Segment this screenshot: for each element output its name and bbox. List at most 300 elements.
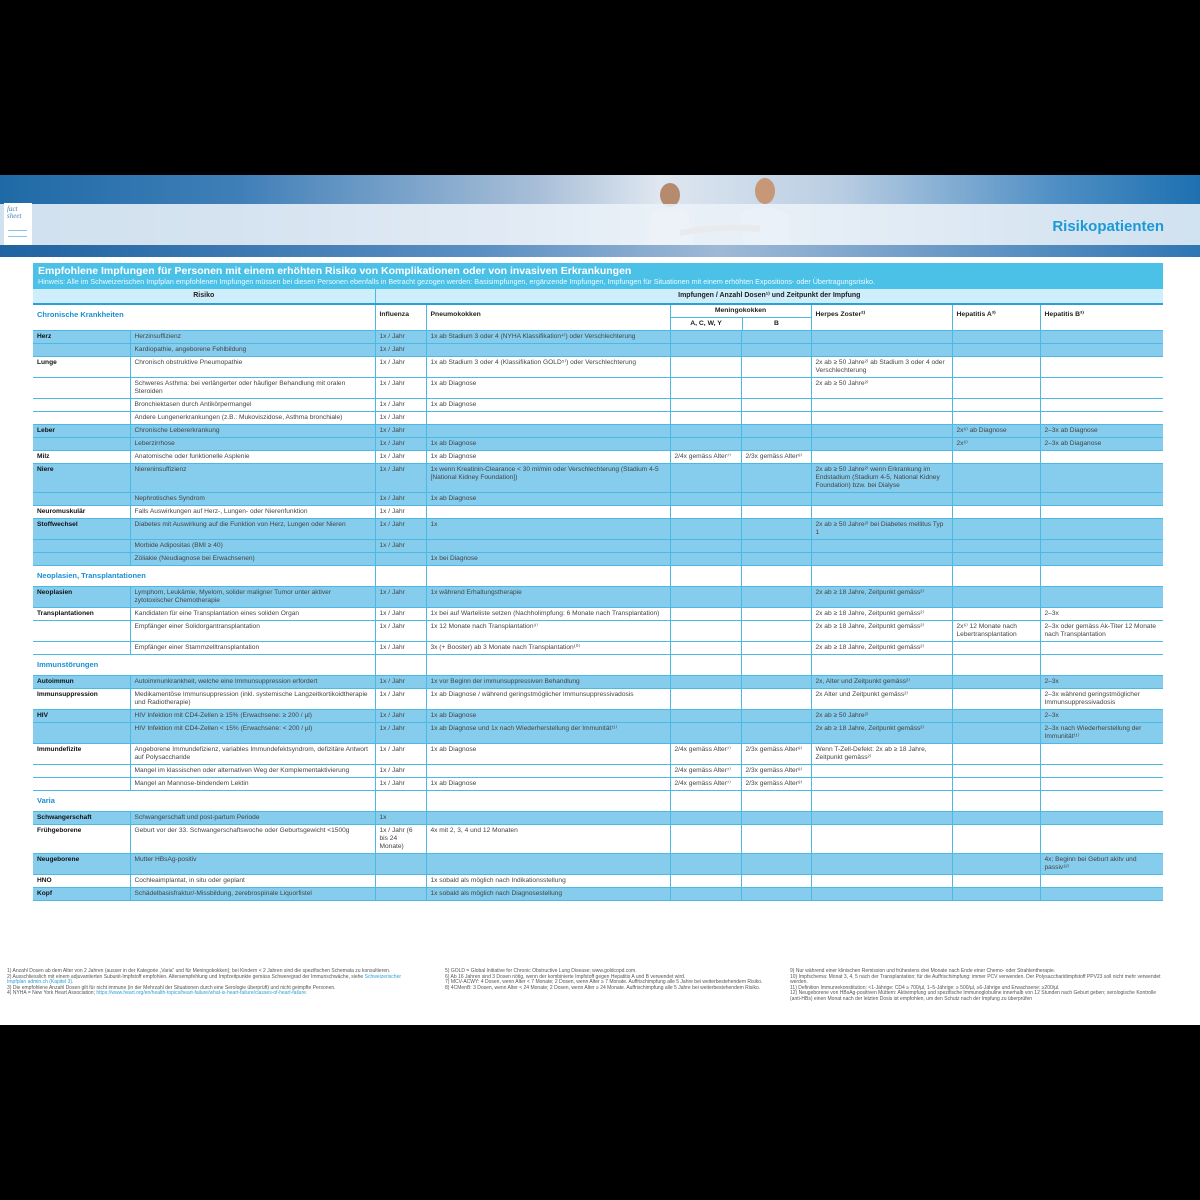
herpes-zoster-cell: 2x ab ≥ 18 Jahre, Zeitpunkt gemäss²⁾: [811, 642, 952, 655]
table-row: [33, 689, 1163, 710]
pneumokokken-cell: [426, 854, 670, 875]
influenza-cell: [375, 875, 426, 888]
risk-group: Herz: [33, 331, 130, 344]
pneumokokken-cell: 3x (+ Booster) ab 3 Monate nach Transplantation¹⁰⁾: [426, 642, 670, 655]
men-acwy-cell: [670, 710, 741, 723]
men-b-cell: [741, 331, 811, 344]
hepatitis-a-cell: [952, 553, 1040, 566]
hepatitis-a-cell: [952, 399, 1040, 412]
men-acwy-cell: [670, 331, 741, 344]
hepatitis-a-cell: [952, 642, 1040, 655]
men-b-cell: [741, 464, 811, 493]
influenza-cell: 1x / Jahr: [375, 676, 426, 689]
men-acwy-cell: [670, 357, 741, 378]
influenza-cell: 1x / Jahr: [375, 519, 426, 540]
herpes-zoster-cell: 2x ab ≥ 50 Jahre²⁾ wenn Erkrankung im Endstadium (Stadium 4-5, National Kidney Foundation) bzw. bei Dialyse: [811, 464, 952, 493]
empty-cell: [741, 655, 811, 676]
risk-condition: HIV Infektion mit CD4-Zellen < 15% (Erwachsene: < 200 / µl): [130, 723, 375, 744]
pneumokokken-cell: 4x mit 2, 3, 4 und 12 Monaten: [426, 825, 670, 854]
men-b-cell: [741, 438, 811, 451]
men-b-cell: 2/3x gemäss Alter⁸⁾: [741, 451, 811, 464]
hepatitis-b-cell: [1040, 540, 1163, 553]
risk-condition: Medikamentöse Immunsuppression (inkl. systemische Langzeitkortikoidtherapie und Radiotherapie): [130, 689, 375, 710]
herpes-zoster-cell: [811, 888, 952, 901]
hepatitis-a-cell: [952, 875, 1040, 888]
hepatitis-a-cell: 2x⁶⁾ ab Diagnose: [952, 425, 1040, 438]
footnotes-col-1: 1) Anzahl Dosen ab dem Alter von 2 Jahren (ausser in der Kategorie „Varia“ und für Meningokokken); bei Kindern < 2 Jahren sind die spezifischen Schemata zu konsultieren. 2) Ausschliesslich mit einem adjuvantierten Subunit-Impfstoff empfohlen. Altersempfehlung und Impfzeitpunkte gemäss Schweregrad der Immunschwäche, siehe Schweizerischer Impfplan admin.ch (Kapitel 3). 3) Die empfohlene Anzahl Dosen gilt für nicht immune (in der Mehrzahl der Situationen durch eine Serologie überprüft) und nicht geimpfte Personen. 4) NYHA = New York Heart Association; https://www.heart.org/en/health-topics/heart-failure/what-is-heart-failure/classes-of-heart-failure.: [7, 968, 402, 997]
fact-sheet-tab-icon: fact sheet: [4, 203, 32, 245]
men-acwy-cell: [670, 399, 741, 412]
pneumokokken-cell: 1x bei Diagnose: [426, 553, 670, 566]
table-row: [33, 587, 1163, 608]
pneumokokken-cell: 1x ab Diagnose: [426, 378, 670, 399]
hepatitis-a-cell: [952, 812, 1040, 825]
pneumokokken-cell: 1x ab Diagnose: [426, 710, 670, 723]
men-acwy-cell: 2/4x gemäss Alter⁷⁾: [670, 778, 741, 791]
hepatitis-b-cell: [1040, 778, 1163, 791]
herpes-zoster-cell: 2x ab ≥ 18 Jahre, Zeitpunkt gemäss²⁾: [811, 723, 952, 744]
men-acwy-cell: [670, 464, 741, 493]
herpes-zoster-cell: [811, 344, 952, 357]
hepatitis-b-cell: [1040, 553, 1163, 566]
vaccination-table: [33, 289, 1163, 901]
empty-cell: [741, 566, 811, 587]
table-row: [33, 357, 1163, 378]
men-acwy-cell: [670, 378, 741, 399]
section-title: Immunstörungen: [33, 655, 375, 676]
hepatitis-a-cell: [952, 689, 1040, 710]
banner-band: [0, 204, 1200, 245]
empty-cell: [952, 655, 1040, 676]
men-b-cell: [741, 493, 811, 506]
pneumokokken-cell: 1x ab Diagnose und 1x nach Wiederherstellung der Immunität¹¹⁾: [426, 723, 670, 744]
table-row: [33, 710, 1163, 723]
influenza-cell: 1x / Jahr: [375, 723, 426, 744]
empty-cell: [426, 791, 670, 812]
risk-condition: Mangel im klassischen oder alternativen Weg der Komplementaktivierung: [130, 765, 375, 778]
hepatitis-b-cell: [1040, 378, 1163, 399]
pneumokokken-cell: [426, 812, 670, 825]
men-b-cell: [741, 854, 811, 875]
hepatitis-b-cell: 2–3x ab Diagnose: [1040, 425, 1163, 438]
influenza-cell: 1x / Jahr: [375, 378, 426, 399]
table-row: [33, 451, 1163, 464]
influenza-cell: 1x / Jahr: [375, 778, 426, 791]
pneumokokken-cell: 1x vor Beginn der immunsuppressiven Behandlung: [426, 676, 670, 689]
influenza-cell: 1x / Jahr: [375, 412, 426, 425]
table-note: Hinweis: Alle im Schweizerischen Impfplan empfohlenen Impfungen müssen bei diesen Personen ebenfalls in Betracht gezogen werden: Basisimpfungen, ergänzende Impfungen, Impfungen für Situationen mit einem erhöhten Expositions- oder Übertragungsrisiko.: [38, 277, 876, 286]
pneumokokken-cell: 1x ab Diagnose: [426, 778, 670, 791]
influenza-cell: 1x / Jahr: [375, 451, 426, 464]
risk-group: [33, 778, 130, 791]
men-b-cell: [741, 553, 811, 566]
section-title: Neoplasien, Transplantationen: [33, 566, 375, 587]
hepatitis-b-cell: 2–3x nach Wiederherstellung der Immunität¹¹⁾: [1040, 723, 1163, 744]
herpes-zoster-cell: [811, 506, 952, 519]
men-b-cell: [741, 540, 811, 553]
risk-condition: Angeborene Immundefizienz, variables Immundefektsyndrom, defizitäre Antwort auf Polysaccharide: [130, 744, 375, 765]
influenza-cell: 1x / Jahr: [375, 689, 426, 710]
men-acwy-cell: [670, 506, 741, 519]
risk-condition: Mutter HBsAg-positiv: [130, 854, 375, 875]
risk-group: Kopf: [33, 888, 130, 901]
footnotes-col-3: 9) Nur während einer klinischen Remission und frühestens drei Monate nach Ende einer Chemo- oder Strahlentherapie. 10) Impfschema: Monat 3, 4, 5 nach der Transplantation; für die Auffrischimpfung: immer PCV verwenden. Der Polysaccharidimpfstoff PPV23 soll nicht mehr verwendet werden. 11) Definition Immunrekonstitution: <1-Jährige: CD4 ≥ 700/µl, 1–5-Jährige: ≥ 500/µl, ≥6-Jährige und Erwachsene: ≥200/µl. 12) Neugeborene von HBsAg-positiven Müttern: Aktivimpfung und spezifische Immunoglobuline innerhalb von 12 Stunden nach Geburt geben; serologische Kontrolle (anti-HBs) einen Monat nach der letzten Dosis ist empfohlen, um den Schutz nach der Impfung zu überprüfen: [790, 968, 1161, 1002]
hepatitis-b-cell: [1040, 812, 1163, 825]
hepatitis-b-cell: [1040, 825, 1163, 854]
pneumokokken-cell: 1x bei auf Warteliste setzen (Nachholimpfung: 6 Monate nach Transplantation): [426, 608, 670, 621]
risk-condition: Geburt vor der 33. Schwangerschaftswoche oder Geburtsgewicht <1500g: [130, 825, 375, 854]
fact-sheet-page: [0, 175, 1200, 1025]
empty-cell: [426, 566, 670, 587]
risk-group: HIV: [33, 710, 130, 723]
influenza-cell: 1x / Jahr: [375, 710, 426, 723]
herpes-zoster-cell: 2x, Alter und Zeitpunkt gemäss²⁾: [811, 676, 952, 689]
herpes-zoster-cell: 2x ab ≥ 50 Jahre²⁾ ab Stadium 3 oder 4 oder Verschlechterung: [811, 357, 952, 378]
section-row: [33, 304, 1163, 331]
risk-condition: Schwangerschaft und post-partum Periode: [130, 812, 375, 825]
hepatitis-a-cell: [952, 451, 1040, 464]
hepatitis-b-cell: [1040, 506, 1163, 519]
risk-condition: Schweres Asthma: bei verlängerter oder häufiger Behandlung mit oralen Steroiden: [130, 378, 375, 399]
hepatitis-b-cell: 2–3x ab Diaganose: [1040, 438, 1163, 451]
risk-group: [33, 765, 130, 778]
risk-group: [33, 399, 130, 412]
empty-cell: [811, 655, 952, 676]
influenza-cell: 1x / Jahr: [375, 331, 426, 344]
section-row: [33, 791, 1163, 812]
table-row: [33, 888, 1163, 901]
risk-condition: Anatomische oder funktionelle Asplenie: [130, 451, 375, 464]
pneumokokken-cell: 1x ab Stadium 3 oder 4 (Klassifikation GOLD⁵⁾) oder Verschlechterung: [426, 357, 670, 378]
men-b-cell: [741, 676, 811, 689]
men-b-cell: [741, 399, 811, 412]
men-acwy-cell: [670, 344, 741, 357]
herpes-zoster-cell: 2x ab ≥ 50 Jahre²⁾ bei Diabetes mellitus Typ 1: [811, 519, 952, 540]
hepatitis-b-cell: [1040, 888, 1163, 901]
hepatitis-b-cell: [1040, 344, 1163, 357]
impfplan-link[interactable]: Schweizerischer Impfplan admin.ch (Kapitel 3).: [7, 973, 402, 986]
risk-group: [33, 378, 130, 399]
men-acwy-cell: [670, 493, 741, 506]
hepatitis-b-cell: [1040, 493, 1163, 506]
risk-group: Transplantationen: [33, 608, 130, 621]
hepatitis-b-cell: 4x; Beginn bei Geburt akitv und passiv¹²⁾: [1040, 854, 1163, 875]
hepatitis-b-cell: [1040, 331, 1163, 344]
table-row: [33, 344, 1163, 357]
hepatitis-a-cell: 2x⁶⁾: [952, 438, 1040, 451]
table-row: [33, 676, 1163, 689]
table-row: [33, 875, 1163, 888]
table-row: [33, 399, 1163, 412]
empty-cell: [670, 655, 741, 676]
hepatitis-a-cell: [952, 778, 1040, 791]
pneumokokken-cell: 1x 12 Monate nach Transplantation⁹⁾: [426, 621, 670, 642]
influenza-cell: [375, 888, 426, 901]
pneumokokken-cell: 1x sobald als möglich nach Indikationsstellung: [426, 875, 670, 888]
influenza-cell: 1x / Jahr: [375, 493, 426, 506]
col-header-herpes-zoster: Herpes Zoster²⁾: [811, 304, 952, 331]
empty-cell: [741, 791, 811, 812]
influenza-cell: 1x / Jahr (6 bis 24 Monate): [375, 825, 426, 854]
risk-condition: Kardiopathie, angeborene Fehlbildung: [130, 344, 375, 357]
risk-group: Neuromuskulär: [33, 506, 130, 519]
hepatitis-b-cell: [1040, 744, 1163, 765]
hepatitis-a-cell: [952, 723, 1040, 744]
influenza-cell: 1x / Jahr: [375, 621, 426, 642]
hepatitis-b-cell: [1040, 464, 1163, 493]
risk-condition: Herzinsuffizienz: [130, 331, 375, 344]
pneumokokken-cell: [426, 540, 670, 553]
risk-group: Neoplasien: [33, 587, 130, 608]
risk-condition: Andere Lungenerkrankungen (z.B.: Mukoviszidose, Asthma bronchiale): [130, 412, 375, 425]
table-row: [33, 765, 1163, 778]
herpes-zoster-cell: [811, 553, 952, 566]
footnotes-col-2: 5) GOLD = Global Initiative for Chronic Obstructive Lung Disease; www.goldcopd.com. 6) Ab 16 Jahren sind 3 Dosen nötig, wenn der kombinierte Impfstoff gegen Hepatitis A und B verwendet wird. 7) MCV-ACWY: 4 Dosen, wenn Alter < 7 Monate; 2 Dosen, wenn Alter ≥ 7 Monate. Auffrischimpfung alle 5 Jahre bei weiterbestehendem Risiko. 8) 4CMenB: 3 Dosen, wenn Alter < 24 Monate; 2 Dosen, wenn Alter ≥ 24 Monate. Auffrischimpfung alle 5 Jahre bei weiterbestehendem Risiko.: [445, 968, 763, 991]
risk-group: Niere: [33, 464, 130, 493]
hepatitis-a-cell: [952, 540, 1040, 553]
hepatitis-a-cell: [952, 765, 1040, 778]
influenza-cell: 1x / Jahr: [375, 438, 426, 451]
men-acwy-cell: [670, 642, 741, 655]
herpes-zoster-cell: Wenn T-Zell-Defekt: 2x ab ≥ 18 Jahre, Zeitpunkt gemäss²⁾: [811, 744, 952, 765]
hepatitis-a-cell: [952, 587, 1040, 608]
pneumokokken-cell: 1x: [426, 519, 670, 540]
section-title: Chronische Krankheiten: [33, 304, 375, 331]
influenza-cell: 1x / Jahr: [375, 765, 426, 778]
men-b-cell: [741, 608, 811, 621]
herpes-zoster-cell: [811, 875, 952, 888]
table-row: [33, 825, 1163, 854]
herpes-zoster-cell: 2x ab ≥ 18 Jahre, Zeitpunkt gemäss²⁾: [811, 621, 952, 642]
men-acwy-cell: [670, 854, 741, 875]
risk-group: [33, 553, 130, 566]
pneumokokken-cell: 1x sobald als möglich nach Diagnosestellung: [426, 888, 670, 901]
risk-condition: Chronische Lebererkrankung: [130, 425, 375, 438]
herpes-zoster-cell: [811, 854, 952, 875]
table-row: [33, 438, 1163, 451]
pneumokokken-cell: 1x ab Diagnose: [426, 493, 670, 506]
col-header-hepatitis-b: Hepatitis B³⁾: [1040, 304, 1163, 331]
meningokokken-subheaders: [671, 318, 811, 330]
risk-condition: Zöliakie (Neudiagnose bei Erwachsenen): [130, 553, 375, 566]
empty-cell: [670, 566, 741, 587]
men-b-cell: [741, 825, 811, 854]
men-b-cell: [741, 357, 811, 378]
herpes-zoster-cell: [811, 425, 952, 438]
hepatitis-a-cell: [952, 608, 1040, 621]
risk-group: Schwangerschaft: [33, 812, 130, 825]
herpes-zoster-cell: [811, 451, 952, 464]
table-row: [33, 744, 1163, 765]
hepatitis-b-cell: [1040, 587, 1163, 608]
empty-cell: [375, 566, 426, 587]
men-acwy-cell: 2/4x gemäss Alter⁷⁾: [670, 744, 741, 765]
pneumokokken-cell: [426, 412, 670, 425]
table-row: [33, 464, 1163, 493]
table-row: [33, 425, 1163, 438]
hepatitis-a-cell: [952, 506, 1040, 519]
risk-condition: Cochleaimplantat, in situ oder geplant: [130, 875, 375, 888]
risk-group: Leber: [33, 425, 130, 438]
herpes-zoster-cell: 2x Alter und Zeitpunkt gemäss²⁾: [811, 689, 952, 710]
men-acwy-cell: [670, 587, 741, 608]
influenza-cell: 1x / Jahr: [375, 506, 426, 519]
herpes-zoster-cell: [811, 812, 952, 825]
banner-bottom-stripe: [0, 245, 1200, 257]
empty-cell: [952, 791, 1040, 812]
hepatitis-b-cell: 2–3x: [1040, 608, 1163, 621]
men-b-cell: [741, 812, 811, 825]
men-b-cell: 2/3x gemäss Alter⁸⁾: [741, 765, 811, 778]
risk-condition: Bronchiektasen durch Antikörpermangel: [130, 399, 375, 412]
empty-cell: [952, 566, 1040, 587]
risk-condition: Mangel an Mannose-bindendem Lektin: [130, 778, 375, 791]
risk-condition: Schädelbasisfraktur/-Missbildung, zerebrospinale Liquorfistel: [130, 888, 375, 901]
men-acwy-cell: [670, 540, 741, 553]
men-acwy-cell: 2/4x gemäss Alter⁷⁾: [670, 765, 741, 778]
empty-cell: [426, 655, 670, 676]
meningokokken-label: Meningokokken: [671, 305, 811, 318]
men-acwy-cell: [670, 412, 741, 425]
hepatitis-a-cell: [952, 331, 1040, 344]
hepatitis-b-cell: [1040, 399, 1163, 412]
hepatitis-a-cell: [952, 493, 1040, 506]
influenza-cell: 1x: [375, 812, 426, 825]
risk-group: HNO: [33, 875, 130, 888]
herpes-zoster-cell: 2x ab ≥ 18 Jahre, Zeitpunkt gemäss²⁾: [811, 608, 952, 621]
influenza-cell: 1x / Jahr: [375, 399, 426, 412]
men-acwy-cell: [670, 608, 741, 621]
herpes-zoster-cell: [811, 493, 952, 506]
page-title: Risikopatienten: [1052, 218, 1164, 235]
table-title: Empfohlene Impfungen für Personen mit einem erhöhten Risiko von Komplikationen oder von invasiven Erkrankungen: [38, 265, 632, 277]
men-b-cell: [741, 378, 811, 399]
herpes-zoster-cell: [811, 778, 952, 791]
table-row: [33, 854, 1163, 875]
hepatitis-b-cell: [1040, 519, 1163, 540]
influenza-cell: 1x / Jahr: [375, 357, 426, 378]
empty-cell: [670, 791, 741, 812]
pneumokokken-cell: 1x ab Stadium 3 oder 4 (NYHA Klassifikation⁴⁾) oder Verschlechterung: [426, 331, 670, 344]
table-row: [33, 493, 1163, 506]
pneumokokken-cell: [426, 344, 670, 357]
men-acwy-cell: [670, 723, 741, 744]
risk-condition: Falls Auswirkungen auf Herz-, Lungen- oder Nierenfunktion: [130, 506, 375, 519]
table-row: [33, 506, 1163, 519]
table-row: [33, 553, 1163, 566]
herpes-zoster-cell: 2x ab ≥ 50 Jahre²⁾: [811, 378, 952, 399]
men-b-cell: [741, 689, 811, 710]
risk-group: Stoffwechsel: [33, 519, 130, 540]
hepatitis-a-cell: [952, 357, 1040, 378]
men-acwy-cell: [670, 425, 741, 438]
men-b-cell: [741, 519, 811, 540]
risk-condition: HIV Infektion mit CD4-Zellen ≥ 15% (Erwachsene: ≥ 200 / µl): [130, 710, 375, 723]
influenza-cell: [375, 553, 426, 566]
table-row: [33, 608, 1163, 621]
men-acwy-cell: [670, 438, 741, 451]
nyha-link[interactable]: https://www.heart.org/en/health-topics/heart-failure/what-is-heart-failure/classes-of-heart-failure.: [96, 990, 308, 997]
hepatitis-a-cell: [952, 888, 1040, 901]
herpes-zoster-cell: 2x ab ≥ 50 Jahre²⁾: [811, 710, 952, 723]
col-header-men-acwy: A, C, W, Y: [671, 318, 743, 330]
men-b-cell: [741, 875, 811, 888]
men-b-cell: [741, 506, 811, 519]
risk-group: Immunsuppression: [33, 689, 130, 710]
men-b-cell: [741, 425, 811, 438]
men-acwy-cell: [670, 825, 741, 854]
hepatitis-b-cell: [1040, 357, 1163, 378]
risk-condition: Chronisch obstruktive Pneumopathie: [130, 357, 375, 378]
risk-condition: Empfänger einer Stammzelltransplantation: [130, 642, 375, 655]
empty-cell: [1040, 791, 1163, 812]
table-row: [33, 778, 1163, 791]
table-row: [33, 812, 1163, 825]
influenza-cell: 1x / Jahr: [375, 642, 426, 655]
men-acwy-cell: [670, 875, 741, 888]
pneumokokken-cell: 1x ab Diagnose: [426, 399, 670, 412]
risk-group: [33, 438, 130, 451]
risk-group: [33, 621, 130, 642]
table-header-bar: [33, 263, 1163, 289]
hepatitis-a-cell: 2x⁶⁾ 12 Monate nach Lebertransplantation: [952, 621, 1040, 642]
hepatitis-a-cell: [952, 378, 1040, 399]
hepatitis-a-cell: [952, 854, 1040, 875]
men-acwy-cell: [670, 519, 741, 540]
men-b-cell: [741, 621, 811, 642]
pneumokokken-cell: [426, 506, 670, 519]
men-b-cell: [741, 710, 811, 723]
hepatitis-b-cell: [1040, 875, 1163, 888]
men-b-cell: 2/3x gemäss Alter⁸⁾: [741, 744, 811, 765]
men-acwy-cell: [670, 621, 741, 642]
men-acwy-cell: [670, 888, 741, 901]
section-row: [33, 655, 1163, 676]
col-header-pneumokokken: Pneumokokken: [426, 304, 670, 331]
risk-condition: Kandidaten für eine Transplantation eines soliden Organ: [130, 608, 375, 621]
herpes-zoster-cell: [811, 540, 952, 553]
col-header-men-b: B: [774, 320, 779, 327]
risk-group: [33, 723, 130, 744]
herpes-zoster-cell: [811, 399, 952, 412]
pneumokokken-cell: [426, 425, 670, 438]
herpes-zoster-cell: [811, 331, 952, 344]
hepatitis-b-cell: 2–3x: [1040, 676, 1163, 689]
influenza-cell: 1x / Jahr: [375, 540, 426, 553]
col-header-meningokokken: [670, 304, 811, 331]
section-title: Varia: [33, 791, 375, 812]
men-b-cell: [741, 642, 811, 655]
hepatitis-b-cell: 2–3x oder gemäss Ak-Titer 12 Monate nach Transplantation: [1040, 621, 1163, 642]
risk-group: [33, 642, 130, 655]
risk-condition: Lymphom, Leukämie, Myelom, solider maligner Tumor unter aktiver zytotoxischer Chemotherapie: [130, 587, 375, 608]
risk-group: Immundefizite: [33, 744, 130, 765]
men-acwy-cell: [670, 676, 741, 689]
hepatitis-b-cell: [1040, 412, 1163, 425]
risk-condition: Niereninsuffizienz: [130, 464, 375, 493]
herpes-zoster-cell: [811, 438, 952, 451]
risk-group: Lunge: [33, 357, 130, 378]
table-row: [33, 540, 1163, 553]
men-acwy-cell: [670, 812, 741, 825]
influenza-cell: [375, 854, 426, 875]
hepatitis-b-cell: 2–3x: [1040, 710, 1163, 723]
hepatitis-b-cell: [1040, 451, 1163, 464]
hepatitis-a-cell: [952, 825, 1040, 854]
herpes-zoster-cell: [811, 765, 952, 778]
men-b-cell: [741, 888, 811, 901]
risk-condition: Nephrotisches Syndrom: [130, 493, 375, 506]
